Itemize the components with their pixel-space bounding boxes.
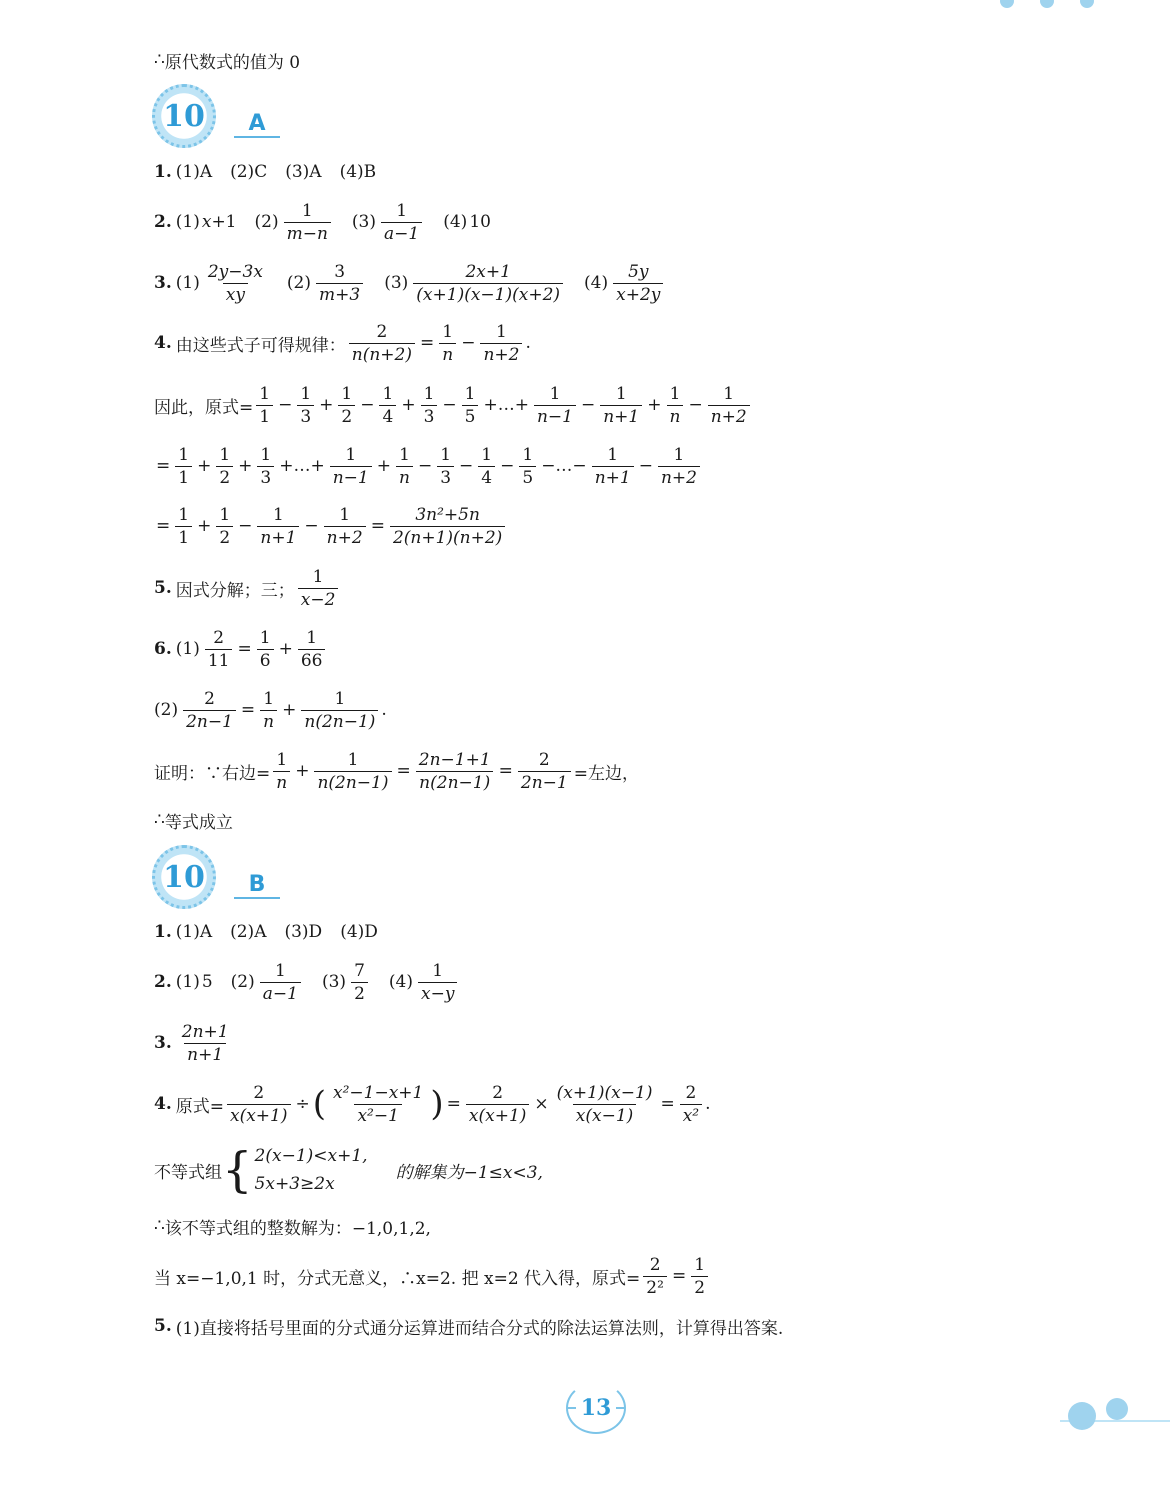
numerator: 1 — [273, 504, 284, 525]
numerator: 1 — [615, 383, 627, 404]
answer-item — [322, 960, 371, 1005]
denominator: 2 — [338, 405, 355, 428]
denominator: 4 — [379, 405, 396, 428]
question-number: 4. — [154, 1094, 172, 1114]
item-label: (2) — [154, 700, 179, 720]
numerator: 1 — [260, 444, 272, 465]
answer-a4-expansion: 因此，原式= $\frac{1}{1}$ − $\frac{1}{3}$ + $\frac{1}{2}$ − $\frac{1}{4}$ + $\frac{1}{3}$ − $\frac{1}{5}$ +…+ $\frac{1}{n-1}$ − $\frac{1}{n+1}$ + $\frac{1}{n}$ − $\frac{1}{n+2}$ — [154, 375, 753, 435]
denominator: 11 — [205, 649, 233, 672]
numerator: 3n²+5n — [415, 504, 480, 525]
evaluate-text: 当 x=−1,0,1 时，分式无意义，∴x=2. 把 x=2 代入得，原式= — [154, 1268, 641, 1289]
answer-a4-result: = $\frac{1}{1}$ + $\frac{1}{2}$ − $\frac{1}{n+1}$ − $\frac{1}{n+2}$ = $\frac{\text{3n²+5n}}{2(n+1)(n+2)}$ — [154, 496, 508, 556]
fraction — [643, 1254, 667, 1299]
fraction — [667, 383, 684, 428]
denominator: 5 — [462, 405, 479, 428]
fraction — [324, 504, 366, 549]
fraction — [416, 749, 494, 794]
question-number: 2. — [154, 972, 172, 992]
question-number: 4. — [154, 333, 172, 353]
denominator: n(2n−1) — [314, 771, 391, 794]
fraction — [175, 444, 192, 489]
page-number — [566, 1382, 626, 1434]
fraction — [418, 960, 457, 1005]
fraction — [330, 444, 372, 489]
answer-b4-inequality — [154, 1140, 543, 1200]
inequality-2: 5x+3≥2x — [254, 1174, 335, 1194]
numerator: 1 — [345, 444, 357, 465]
answer-item — [389, 960, 461, 1005]
fraction — [478, 444, 495, 489]
question-number: 1. — [154, 922, 172, 942]
fraction — [298, 566, 339, 611]
fraction — [338, 383, 355, 428]
fraction — [205, 261, 266, 306]
denominator: n+2 — [480, 343, 522, 366]
denominator: m+3 — [316, 283, 363, 306]
badge-letter: A — [234, 112, 280, 138]
denominator: n — [273, 771, 290, 794]
denominator: 66 — [298, 649, 326, 672]
numerator: 1 — [334, 688, 346, 709]
numerator: 1 — [219, 504, 231, 525]
item-label: (2) — [230, 972, 255, 992]
answer-item: (1)A — [175, 922, 213, 942]
numerator: (x+1)(x−1) — [556, 1082, 653, 1103]
question-number: 5. — [154, 578, 172, 598]
fraction — [284, 200, 331, 245]
answer-item: (2)C — [230, 162, 268, 182]
answer-item: (4)D — [340, 922, 378, 942]
denominator: n+1 — [592, 466, 634, 489]
ellipsis: +…+ — [279, 456, 325, 476]
denominator: 3 — [257, 466, 274, 489]
fraction — [227, 1082, 291, 1127]
expr: 10 — [469, 212, 491, 232]
denominator: 6 — [257, 649, 274, 672]
badge-circle — [152, 84, 216, 148]
denominator: 3 — [297, 405, 314, 428]
item-label: (3) — [321, 972, 347, 992]
therefore-symbol: ∴ — [154, 810, 165, 830]
inequality-1: 2(x−1)<x+1, — [254, 1146, 368, 1166]
answer-b3 — [154, 1013, 235, 1073]
numerator: 1 — [423, 383, 435, 404]
question-number: 2. — [154, 212, 172, 232]
ellipsis: −…− — [541, 456, 587, 476]
numerator: 1 — [382, 383, 394, 404]
numerator: 2 — [213, 627, 225, 648]
numerator: 1 — [263, 688, 275, 709]
denominator: 1 — [175, 526, 192, 549]
conclusion-text: 等式成立 — [164, 812, 233, 833]
numerator: 1 — [522, 444, 534, 465]
denominator: n+2 — [324, 526, 366, 549]
denominator: a−1 — [381, 222, 422, 245]
numerator: 1 — [259, 383, 271, 404]
fraction — [257, 444, 274, 489]
denominator: x²−1 — [354, 1104, 401, 1127]
fraction — [273, 749, 290, 794]
numerator: 2 — [204, 688, 215, 709]
denominator: a−1 — [260, 982, 301, 1005]
numerator: 2n−1+1 — [418, 749, 491, 770]
intro-text: 原代数式的值为 0 — [164, 52, 301, 73]
badge-circle — [152, 845, 216, 909]
numerator: 1 — [178, 444, 190, 465]
denominator: x+2y — [613, 283, 663, 306]
denominator: n+1 — [184, 1043, 226, 1066]
fraction — [216, 444, 233, 489]
denominator: n — [439, 343, 456, 366]
fraction — [396, 444, 413, 489]
numerator: 1 — [694, 1254, 706, 1275]
numerator: 1 — [300, 383, 312, 404]
numerator: 1 — [301, 200, 313, 221]
item-label: (3) — [384, 273, 409, 293]
proof-end: =左边， — [573, 763, 639, 784]
numerator: 5y — [628, 261, 649, 282]
answer-a6-part2: (2) $\frac{2}{2n-1}$ = $\frac{1}{n}$ + $\frac{1}{n(2n-1)}$ . — [154, 688, 387, 732]
denominator: n+2 — [708, 405, 750, 428]
numerator: 1 — [312, 566, 324, 587]
item-label: (1) — [175, 212, 200, 232]
fraction — [349, 321, 415, 366]
question-number: 6. — [154, 639, 172, 659]
question-number: 3. — [154, 1033, 172, 1053]
answer-item — [352, 200, 425, 245]
denominator: x−2 — [298, 588, 339, 611]
numerator: 2y−3x — [207, 261, 263, 282]
fraction — [680, 1082, 702, 1127]
answer-a5 — [154, 558, 341, 618]
numerator: 1 — [669, 383, 681, 404]
numerator: 1 — [178, 504, 190, 525]
denominator: x−y — [418, 982, 457, 1005]
denominator: 1 — [175, 466, 192, 489]
answer-a4: 4. 由这些式子可得规律： $\frac{2}{n(n+2)}$ = $\frac{1}{n}$ − $\frac{1}{n+2}$ . — [154, 321, 531, 365]
times-sign: × — [534, 1094, 549, 1114]
proof-text: 证明：∵右边= — [154, 763, 271, 784]
numerator: 1 — [274, 960, 286, 981]
denominator: 1 — [256, 405, 273, 428]
numerator: 2 — [538, 749, 550, 770]
denominator: (x+1)(x−1)(x+2) — [413, 283, 563, 306]
therefore-symbol: ∴ — [154, 50, 165, 70]
denominator: n(2n−1) — [301, 710, 378, 733]
fraction — [216, 504, 233, 549]
divide-sign: ÷ — [295, 1094, 310, 1114]
denominator: 3 — [437, 466, 454, 489]
fraction — [518, 749, 571, 794]
answer-item — [443, 212, 491, 232]
denominator: n−1 — [534, 405, 576, 428]
page-number-text: 13 — [580, 1395, 612, 1421]
denominator: n — [667, 405, 684, 428]
fraction — [183, 688, 236, 733]
fraction — [413, 261, 563, 306]
numerator: 1 — [440, 444, 452, 465]
b4-text: 原式= — [175, 1096, 224, 1117]
answer-a4-regroup: = $\frac{1}{1}$ + $\frac{1}{2}$ + $\frac{1}{3}$ +…+ $\frac{1}{n-1}$ + $\frac{1}{n}$ − $\frac{1}{3}$ − $\frac{1}{4}$ − $\frac{1}{5}$ −…− $\frac{1}{n+1}$ − $\frac{1}{n+2}$ — [154, 436, 703, 496]
answer-item — [287, 261, 366, 306]
answer-b4-evaluate: 当 x=−1,0,1 时，分式无意义，∴x=2. 把 x=2 代入得，原式= $\frac{2}{\text{2²}}$ = $\frac{1}{2}$ — [154, 1246, 711, 1306]
answer-b2 — [154, 952, 478, 1012]
denominator: 2n−1 — [518, 771, 571, 794]
answer-a6-proof: 证明：∵右边= $\frac{1}{n}$ + $\frac{1}{n(2n-1)}$ = $\frac{2n-1+1}{n(2n-1)}$ = $\frac{2}{2n-1}$ =左边， — [154, 749, 639, 793]
numerator: 2 — [253, 1082, 265, 1103]
answer-a2 — [154, 192, 509, 252]
denominator: 5 — [519, 466, 536, 489]
denominator: x(x−1) — [573, 1104, 637, 1127]
b5-text: (1)直接将括号里面的分式通分运算进而结合分式的除法运算法则，计算得出答案. — [175, 1318, 784, 1339]
answer-item: (3)D — [284, 922, 323, 942]
a5-text: 因式分解；三； — [175, 580, 295, 601]
solution-text: 的解集为−1≤x<3, — [395, 1162, 543, 1183]
numerator: 2 — [649, 1254, 661, 1275]
numerator: x²−1−x+1 — [333, 1082, 424, 1103]
item-label: (4) — [443, 212, 468, 232]
item-label: (2) — [286, 273, 312, 293]
question-number: 1. — [154, 162, 172, 182]
numerator: 2 — [376, 321, 388, 342]
denominator: n+1 — [257, 526, 299, 549]
fraction — [297, 383, 314, 428]
answer-item — [384, 261, 566, 306]
answer-item — [176, 212, 237, 232]
numerator: 1 — [607, 444, 619, 465]
numerator: 1 — [723, 383, 735, 404]
fraction — [437, 444, 454, 489]
numerator: 1 — [341, 383, 353, 404]
fraction — [466, 1082, 530, 1127]
fraction — [439, 321, 456, 366]
end-mark: . — [381, 700, 387, 720]
denominator: 4 — [478, 466, 495, 489]
fraction — [179, 1021, 232, 1066]
header-decoration — [970, 0, 1110, 12]
denominator: m−n — [284, 222, 331, 245]
numerator: 1 — [306, 627, 318, 648]
numerator: 1 — [549, 383, 561, 404]
numerator: 1 — [464, 383, 476, 404]
item-label: (3) — [351, 212, 377, 232]
fraction — [658, 444, 700, 489]
denominator: n+2 — [658, 466, 700, 489]
fraction — [301, 688, 378, 733]
numerator: 1 — [347, 749, 359, 770]
fraction — [314, 749, 391, 794]
denominator: 2(n+1)(n+2) — [390, 526, 505, 549]
denominator: n+1 — [600, 405, 642, 428]
inequality-system — [255, 1142, 368, 1198]
numerator: 2n+1 — [181, 1021, 229, 1042]
denominator: xy — [223, 283, 248, 306]
fraction — [351, 960, 368, 1005]
numerator: 2 — [685, 1082, 697, 1103]
fraction — [480, 321, 522, 366]
expr: 5 — [201, 972, 213, 992]
a4b-text: 因此，原式= — [154, 397, 254, 418]
fraction — [462, 383, 479, 428]
numerator: 1 — [396, 200, 408, 221]
denominator: x² — [680, 1104, 702, 1127]
ellipsis: +…+ — [483, 395, 529, 415]
answer-item — [176, 972, 213, 992]
answer-b5 — [154, 1296, 783, 1356]
integers-text: 该不等式组的整数解为：−1,0,1,2, — [164, 1218, 431, 1239]
fraction — [519, 444, 536, 489]
fraction — [592, 444, 634, 489]
fraction — [381, 200, 422, 245]
denominator: 2 — [216, 526, 233, 549]
fraction — [175, 504, 192, 549]
fraction — [260, 688, 277, 733]
question-number: 5. — [154, 1316, 172, 1336]
expr: +1 — [211, 212, 237, 232]
badge-number: 10 — [163, 98, 205, 134]
fraction — [691, 1254, 708, 1299]
item-label: (1) — [175, 972, 200, 992]
fraction — [257, 627, 274, 672]
question-number: 3. — [154, 273, 172, 293]
fraction — [554, 1082, 656, 1127]
item-label: (1) — [175, 639, 200, 659]
denominator: n(n+2) — [349, 343, 415, 366]
fraction — [257, 504, 299, 549]
corner-decoration — [1060, 1392, 1170, 1502]
denominator: 2 — [216, 466, 233, 489]
fraction — [330, 1082, 426, 1127]
denominator: n — [396, 466, 413, 489]
fraction — [316, 261, 363, 306]
answer-item: (1)A — [175, 162, 213, 182]
fraction — [613, 261, 663, 306]
fraction — [534, 383, 576, 428]
answer-item: (4)B — [339, 162, 377, 182]
inequality-label: 不等式组 — [154, 1162, 222, 1183]
answer-a6-conclusion — [154, 790, 233, 850]
fraction — [256, 383, 273, 428]
numerator: 2 — [492, 1082, 504, 1103]
fraction — [600, 383, 642, 428]
denominator: x(x+1) — [227, 1104, 291, 1127]
denominator: 2 — [691, 1276, 708, 1299]
denominator: 3 — [421, 405, 438, 428]
numerator: 3 — [334, 261, 346, 282]
denominator: 2² — [643, 1276, 667, 1299]
answer-a3 — [154, 253, 684, 313]
therefore-symbol: ∴ — [154, 1216, 165, 1236]
answer-item: (3)A — [285, 162, 322, 182]
denominator: 2n−1 — [183, 710, 236, 733]
fraction — [421, 383, 438, 428]
expr: x — [201, 212, 212, 232]
numerator: 1 — [219, 444, 231, 465]
numerator: 7 — [354, 960, 365, 981]
numerator: 1 — [276, 749, 288, 770]
intro-line — [154, 30, 300, 90]
numerator: 1 — [481, 444, 493, 465]
fraction — [390, 504, 505, 549]
a4-text: 由这些式子可得规律： — [175, 335, 346, 356]
left-brace: { — [222, 1142, 253, 1198]
numerator: 1 — [442, 321, 454, 342]
denominator: n−1 — [330, 466, 372, 489]
badge-number: 10 — [163, 859, 205, 895]
answer-item — [231, 960, 304, 1005]
numerator: 2x+1 — [465, 261, 511, 282]
denominator: 2 — [351, 982, 368, 1005]
item-label: (4) — [584, 273, 609, 293]
numerator: 1 — [259, 627, 271, 648]
item-label: (1) — [175, 273, 200, 293]
numerator: 1 — [339, 504, 351, 525]
answer-item: (2)A — [230, 922, 267, 942]
answer-b4: 4. 原式= $\frac{2}{x(x+1)}$ ÷ ( $\frac{\text{x²−1−x+1}}{\text{x²−1}}$ ) = $\frac{2}{x(x+1)}$ × $\frac{(x+1)(x-1)}{x(x-1)}$ = $\frac{2}{\text{x²}}$ . — [154, 1082, 711, 1126]
fraction — [298, 627, 326, 672]
end-mark: . — [525, 333, 531, 353]
fraction — [205, 627, 233, 672]
answer-a6: 6. (1) $\frac{2}{11}$ = $\frac{1}{6}$ + $\frac{1}{66}$ — [154, 619, 328, 679]
denominator: x(x+1) — [466, 1104, 530, 1127]
denominator: n — [260, 710, 277, 733]
section-badge-b — [152, 845, 302, 909]
fraction — [260, 960, 301, 1005]
numerator: 1 — [496, 321, 507, 342]
item-label: (4) — [388, 972, 413, 992]
end-mark: . — [705, 1094, 711, 1114]
answer-item — [255, 200, 334, 245]
badge-letter: B — [234, 873, 280, 899]
fraction — [708, 383, 750, 428]
fraction — [379, 383, 396, 428]
answer-item — [584, 261, 666, 306]
numerator: 1 — [432, 960, 444, 981]
item-label: (2) — [254, 212, 279, 232]
numerator: 1 — [673, 444, 685, 465]
answer-item — [176, 261, 269, 306]
section-badge-a — [152, 84, 302, 148]
numerator: 1 — [399, 444, 410, 465]
denominator: n(2n−1) — [416, 771, 493, 794]
